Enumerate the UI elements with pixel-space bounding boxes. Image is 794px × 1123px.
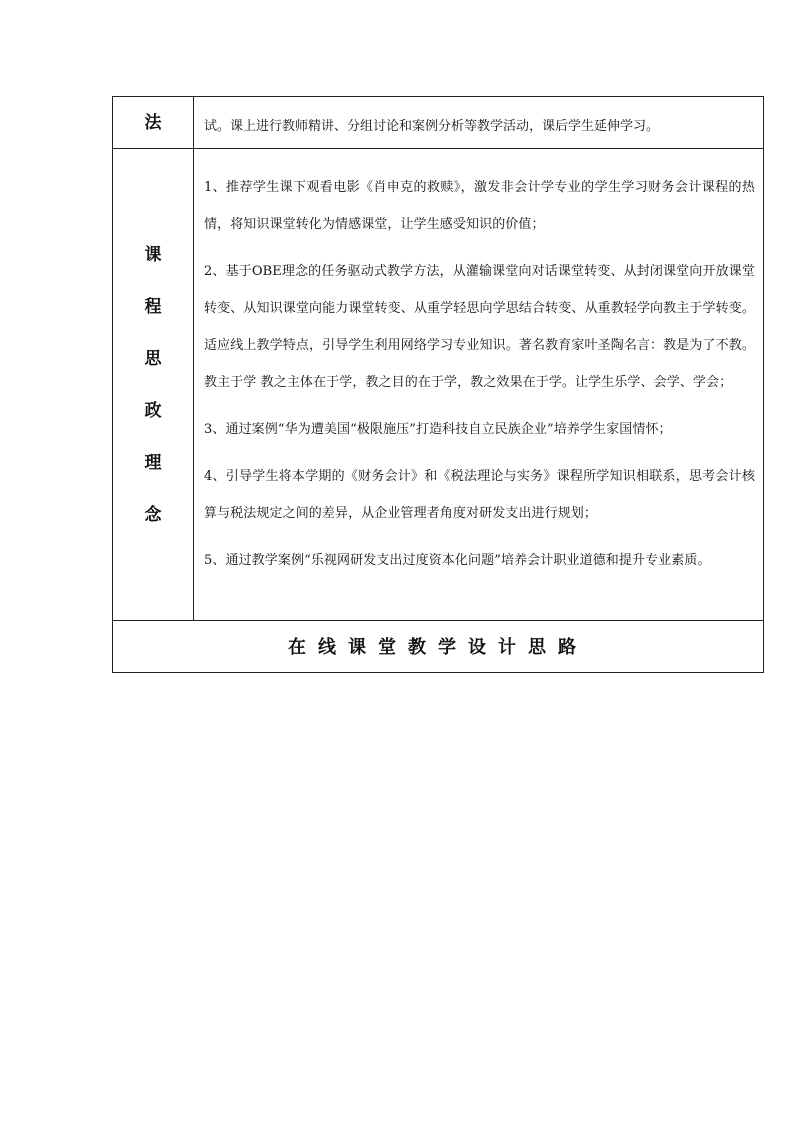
- course-design-table: [112, 96, 764, 673]
- ideology-label-char: 课: [144, 244, 162, 265]
- method-label-cell: [113, 97, 194, 149]
- method-label: 法: [144, 112, 162, 133]
- section-heading: 在线课堂教学设计思路: [113, 621, 764, 673]
- ideology-vertical-label: [113, 229, 193, 541]
- method-text: 试。课上进行教师精讲、分组讨论和案例分析等教学活动，课后学生延伸学习。: [194, 97, 764, 149]
- ideology-row: [113, 149, 764, 621]
- ideology-paragraph: 5、通过教学案例“乐视网研发支出过度资本化问题”培养会计职业道德和提升专业素质。: [204, 553, 711, 568]
- ideology-label-cell: [113, 149, 194, 621]
- ideology-paragraph: 4、引导学生将本学期的《财务会计》和《税法理论与实务》课程所学知识相联系，思考会计核算与税法规定之间的差异，从企业管理者角度对研发支出进行规划；: [204, 469, 755, 521]
- ideology-label-char: 政: [144, 400, 162, 421]
- ideology-paragraph: 1、推荐学生课下观看电影《肖申克的救赎》，激发非会计学专业的学生学习财务会计课程的热情，将知识课堂转化为情感课堂，让学生感受知识的价值；: [204, 180, 755, 232]
- ideology-paragraph: 2、基于OBE理念的任务驱动式教学方法，从灌输课堂向对话课堂转变、从封闭课堂向开放课堂转变、从知识课堂向能力课堂转变、从重学轻思向学思结合转变、从重教轻学向教主于学转变。适应线上教学特点，引导学生利用网络学习专业知识。著名教育家叶圣陶名言：教是为了不教。教主于学 教之主体在于学，教之目的在于学，教之效果在于学。让学生乐学、会学、学会；: [204, 264, 755, 390]
- ideology-content-cell: [194, 149, 764, 621]
- ideology-label-char: 思: [144, 348, 162, 369]
- teaching-method-row: [113, 97, 764, 149]
- ideology-label-char: 理: [144, 452, 162, 473]
- ideology-paragraph: 3、通过案例“华为遭美国“极限施压”打造科技自立民族企业”培养学生家国情怀；: [204, 422, 672, 437]
- ideology-label-char: 程: [144, 296, 162, 317]
- ideology-label-char: 念: [144, 504, 162, 525]
- section-heading-row: [113, 621, 764, 673]
